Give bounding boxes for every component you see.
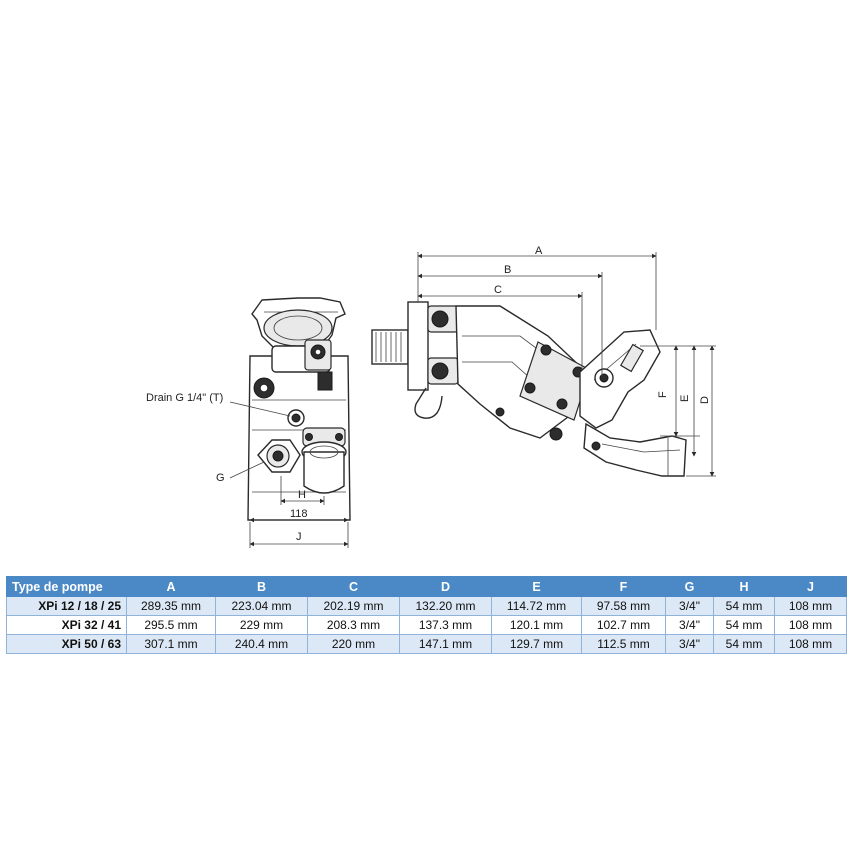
cell-b: 240.4 mm <box>216 635 308 654</box>
label-j: J <box>296 531 302 543</box>
cell-g: 3/4" <box>666 616 714 635</box>
cell-a: 307.1 mm <box>127 635 216 654</box>
header-a: A <box>127 577 216 597</box>
cell-g: 3/4" <box>666 635 714 654</box>
label-g: G <box>216 472 225 484</box>
table-row <box>7 616 847 635</box>
label-h: H <box>298 489 306 501</box>
cell-d: 132.20 mm <box>400 597 492 616</box>
cell-c: 220 mm <box>308 635 400 654</box>
cell-model: XPi 12 / 18 / 25 <box>7 597 127 616</box>
cell-d: 137.3 mm <box>400 616 492 635</box>
cell-h: 54 mm <box>714 616 775 635</box>
header-g: G <box>666 577 714 597</box>
label-a: A <box>535 245 543 257</box>
table-row <box>7 597 847 616</box>
cell-j: 108 mm <box>775 635 847 654</box>
cell-model: XPi 50 / 63 <box>7 635 127 654</box>
cell-model: XPi 32 / 41 <box>7 616 127 635</box>
label-drain: Drain G 1/4" (T) <box>146 392 224 404</box>
cell-e: 114.72 mm <box>492 597 582 616</box>
label-d: D <box>699 396 711 404</box>
front-view <box>248 298 350 520</box>
cell-b: 229 mm <box>216 616 308 635</box>
header-b: B <box>216 577 308 597</box>
label-118: 118 <box>290 508 308 520</box>
cell-e: 120.1 mm <box>492 616 582 635</box>
cell-h: 54 mm <box>714 635 775 654</box>
table-header-row <box>7 577 847 597</box>
cell-e: 129.7 mm <box>492 635 582 654</box>
cell-f: 97.58 mm <box>582 597 666 616</box>
cell-c: 202.19 mm <box>308 597 400 616</box>
cell-f: 102.7 mm <box>582 616 666 635</box>
header-e: E <box>492 577 582 597</box>
cell-a: 289.35 mm <box>127 597 216 616</box>
cell-a: 295.5 mm <box>127 616 216 635</box>
cell-j: 108 mm <box>775 616 847 635</box>
label-e: E <box>679 394 691 402</box>
header-j: J <box>775 577 847 597</box>
cell-b: 223.04 mm <box>216 597 308 616</box>
header-d: D <box>400 577 492 597</box>
cell-d: 147.1 mm <box>400 635 492 654</box>
cell-h: 54 mm <box>714 597 775 616</box>
header-f: F <box>582 577 666 597</box>
table-row <box>7 635 847 654</box>
label-b: B <box>504 264 512 276</box>
cell-j: 108 mm <box>775 597 847 616</box>
dimensions-table <box>6 576 847 654</box>
side-view <box>372 302 686 476</box>
header-h: H <box>714 577 775 597</box>
cell-g: 3/4" <box>666 597 714 616</box>
header-type: Type de pompe <box>7 577 127 597</box>
header-c: C <box>308 577 400 597</box>
label-c: C <box>494 284 502 296</box>
cell-c: 208.3 mm <box>308 616 400 635</box>
label-f: F <box>657 391 669 398</box>
cell-f: 112.5 mm <box>582 635 666 654</box>
